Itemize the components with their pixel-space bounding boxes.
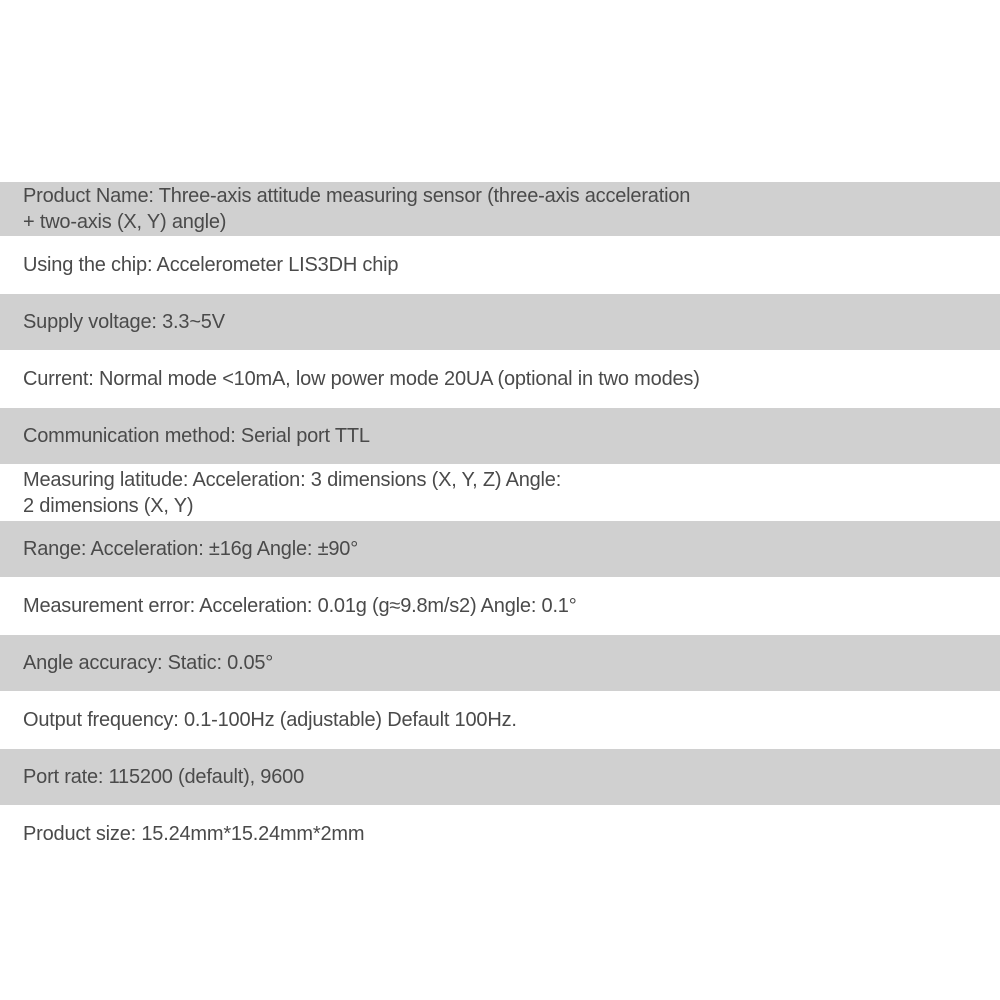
spec-row-chip — [0, 236, 1000, 294]
spec-text-line: Range: Acceleration: ±16g Angle: ±90° — [23, 538, 359, 560]
spec-row-port-rate — [0, 749, 1000, 805]
spec-text-line: Supply voltage: 3.3~5V — [23, 311, 225, 333]
spec-row-product-name — [0, 182, 1000, 236]
spec-text-line: Product size: 15.24mm*15.24mm*2mm — [23, 823, 365, 845]
spec-row-communication — [0, 408, 1000, 464]
spec-row-output-frequency — [0, 691, 1000, 749]
spec-row-measurement-error — [0, 577, 1000, 635]
spec-table — [0, 182, 1000, 863]
spec-text-line: Current: Normal mode <10mA, low power mode 20UA (optional in two modes) — [23, 368, 700, 390]
spec-text-line: Measurement error: Acceleration: 0.01g (g≈9.8m/s2) Angle: 0.1° — [23, 595, 577, 617]
spec-row-product-size — [0, 805, 1000, 863]
spec-text-line: Product Name: Three-axis attitude measuring sensor (three-axis acceleration — [23, 185, 691, 207]
spec-text-line: Measuring latitude: Acceleration: 3 dimensions (X, Y, Z) Angle: — [23, 469, 562, 491]
spec-text-line: Output frequency: 0.1-100Hz (adjustable) Default 100Hz. — [23, 709, 517, 731]
spec-text-line: Angle accuracy: Static: 0.05° — [23, 652, 274, 674]
spec-text-line: 2 dimensions (X, Y) — [23, 495, 194, 517]
spec-row-range — [0, 521, 1000, 577]
spec-row-supply-voltage — [0, 294, 1000, 350]
spec-row-measuring-latitude — [0, 464, 1000, 521]
spec-text-line: Port rate: 115200 (default), 9600 — [23, 766, 304, 788]
spec-text-line: + two-axis (X, Y) angle) — [23, 211, 227, 233]
spec-text-line: Using the chip: Accelerometer LIS3DH chip — [23, 254, 399, 276]
spec-text-line: Communication method: Serial port TTL — [23, 425, 370, 447]
spec-row-angle-accuracy — [0, 635, 1000, 691]
spec-row-current — [0, 350, 1000, 408]
